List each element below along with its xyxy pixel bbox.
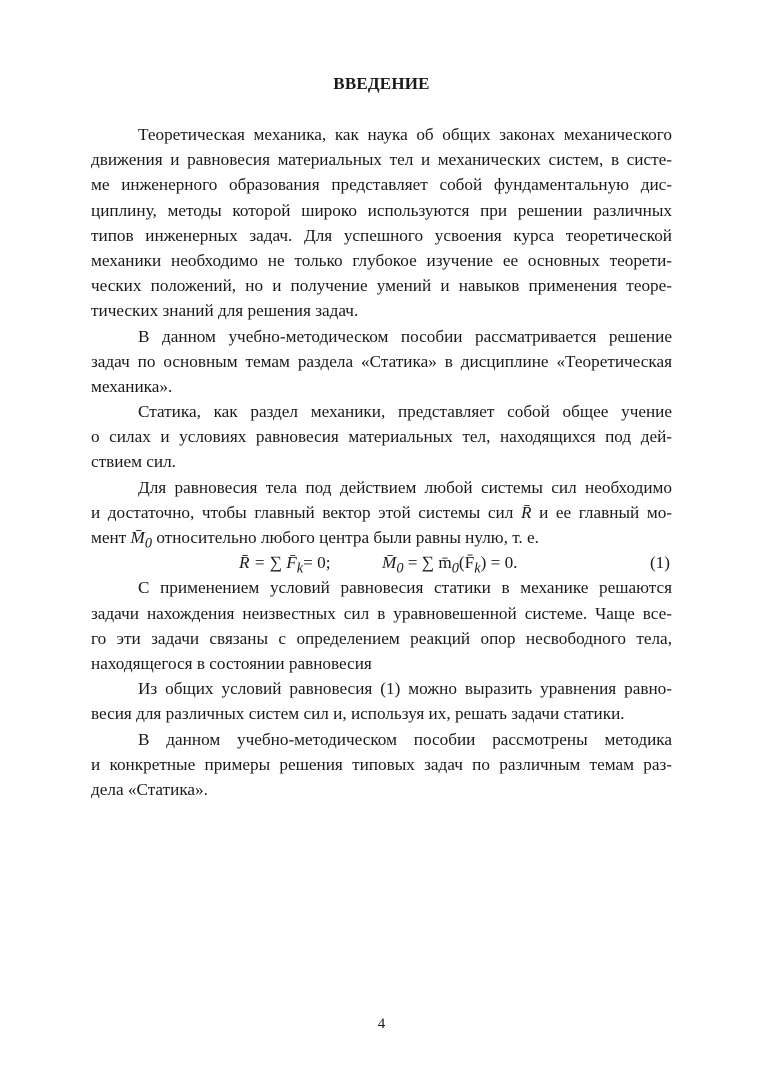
text-line: С применением условий равновесия статики в механике решаются <box>138 578 672 598</box>
paragraph <box>91 475 672 576</box>
text-line: Из общих условий равновесия (1) можно выразить уравнения равно- <box>138 679 672 699</box>
paragraph <box>91 676 672 726</box>
text-line: ствием сил. <box>91 452 176 472</box>
paragraph <box>91 727 672 803</box>
text-line: тических знаний для решения задач. <box>91 301 359 321</box>
text-line: движения и равновесия материальных тел и механических систем, в систе- <box>91 150 672 170</box>
text-line: Статика, как раздел механики, представляет собой общее учение <box>138 402 672 422</box>
text-line: о силах и условиях равновесия материальных тел, находящихся под дей- <box>91 427 672 447</box>
page-title: ВВЕДЕНИЕ <box>333 74 430 93</box>
paragraph <box>91 575 672 676</box>
page-number: 4 <box>377 1016 386 1032</box>
text-line: находящегося в состоянии равновесия <box>91 653 372 673</box>
paragraph <box>91 399 672 475</box>
formula-force-sum: R̄ = ∑ $F̄_k= 0$; <box>239 553 331 577</box>
text-line: го эти задачи связаны с определением реакций опор несвободного тела, <box>91 628 672 648</box>
paragraph <box>91 324 672 400</box>
formula-number: (1) <box>649 553 670 573</box>
text-line: механики необходимо не только глубокое изучение ее основных теорети- <box>91 250 672 270</box>
moment-m-symbol: $M̄_0$ <box>130 528 153 552</box>
text-line: мент $M̄_0$ относительно любого центра были равны нулю, т. е. <box>91 528 539 552</box>
equilibrium-formula <box>91 550 672 575</box>
body-text <box>91 122 672 802</box>
text-line: и достаточно, чтобы главный вектор этой системы сил R̄ и ее главный мо- <box>91 502 673 522</box>
text-line: механика». <box>91 376 173 396</box>
text-line: ме инженерного образования представляет собой фундаментальную дис- <box>91 175 672 195</box>
text-line: типов инженерных задач. Для успешного усвоения курса теоретической <box>91 225 672 245</box>
text-line: В данном учебно-методическом пособии рассматривается решение <box>138 326 672 346</box>
text-line: задачи нахождения неизвестных сил в уравновешенной системе. Чаще все- <box>91 603 672 623</box>
text-line: Теоретическая механика, как наука об общих законах механического <box>138 125 672 144</box>
vector-r-symbol: R̄ <box>520 502 532 522</box>
text-line: задач по основным темам раздела «Статика» в дисциплине «Теоретическая <box>91 351 672 371</box>
text-line: дела «Статика». <box>91 779 208 799</box>
text-line: В данном учебно-методическом пособии рассмотрены методика <box>138 729 672 749</box>
text-line: весия для различных систем сил и, используя их, решать задачи статики. <box>91 704 625 724</box>
paragraph <box>91 122 672 324</box>
text-line: и конкретные примеры решения типовых задач по различным темам раз- <box>91 754 672 774</box>
formula-moment-sum: $M̄_0$ = ∑ $m̄_0(F̄_k) = 0$. <box>382 553 518 577</box>
text-line: Для равновесия тела под действием любой системы сил необходимо <box>138 477 672 497</box>
text-line: ческих положений, но и получение умений и навыков применения теоре- <box>91 276 672 296</box>
text-line: циплину, методы которой широко используются при решении различных <box>91 200 672 220</box>
